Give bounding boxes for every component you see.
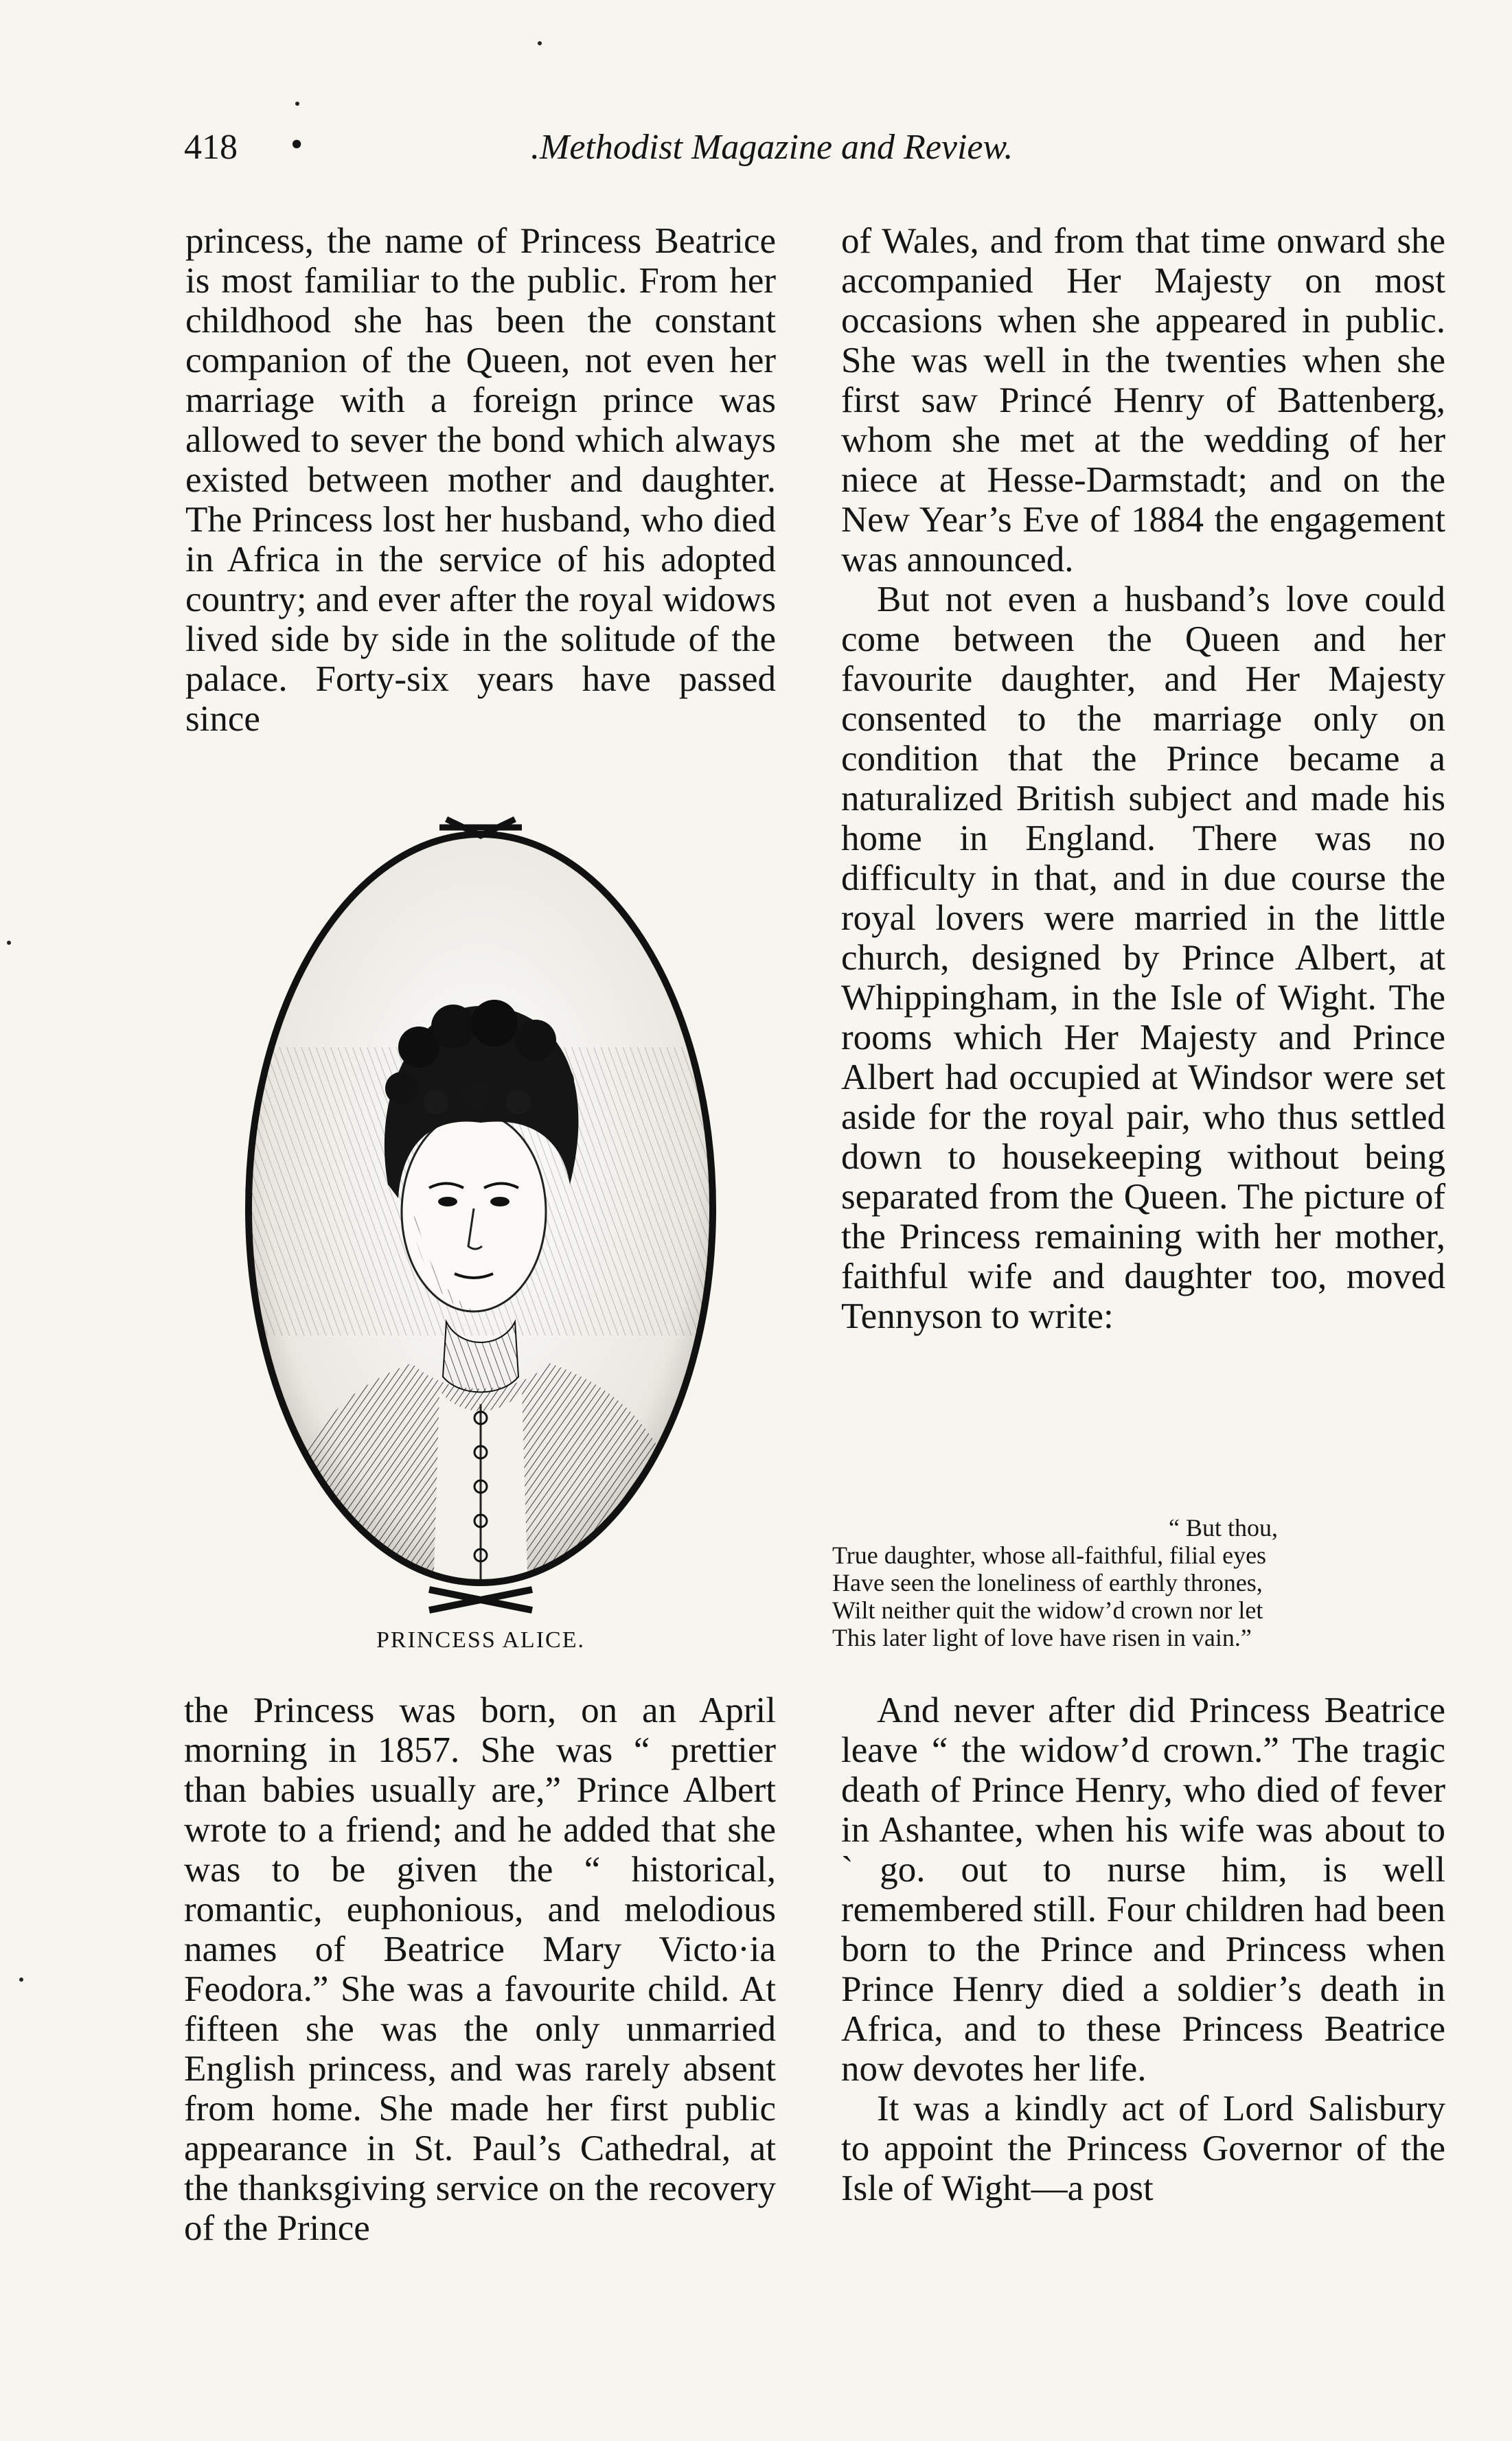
figure-caption: PRINCESS ALICE. — [376, 1627, 585, 1653]
ink-speck — [19, 1978, 23, 1982]
ink-speck — [295, 102, 299, 106]
body-paragraph: But not even a husband’s love could come between the Queen and her favourite daughter, and Her Majesty consented to the marriage only on condition that the Prince became a naturalized British subject and made his home in England. There was no difficulty in that, and in due course the royal lovers were married in the little church, designed by Prince Albert, at Whippingham, in the Isle of Wight. The rooms which Her Majesty and Prince Albert had occupied at Windsor were set aside for the royal pair, who thus settled down to housekeeping without being separated from the Queen. The picture of the Princess remaining with her mother, faithful wife and daughter too, moved Tennyson to write: — [841, 580, 1445, 1336]
running-title: .Methodist Magazine and Review. — [531, 128, 1013, 167]
princess-alice-portrait — [240, 800, 721, 1617]
left-column-bottom — [184, 1691, 776, 2248]
poem-line: “ But thou, — [1169, 1514, 1278, 1542]
poem-line: This later light of love have risen in vain.” — [832, 1624, 1252, 1651]
page-number: 418 — [184, 128, 238, 167]
body-paragraph: of Wales, and from that time onward she accompanied Her Majesty on most occasions when she appeared in public. She was well in the twenties when she first saw Princé Henry of Battenberg, whom she met at the wedding of her niece at Hesse-Darmstadt; and on the New Year’s Eve of 1884 the engagement was announced. — [841, 221, 1445, 580]
right-column-bottom — [841, 1691, 1445, 2208]
ink-speck — [7, 941, 11, 945]
poem-line: Wilt neither quit the widow’d crown nor let — [832, 1596, 1263, 1624]
ink-speck — [538, 41, 542, 45]
poem-line: True daughter, whose all-faithful, filial eyes — [832, 1542, 1267, 1569]
body-paragraph: the Princess was born, on an April morning in 1857. She was “ prettier than babies usually are,” Prince Albert wrote to a friend; and he added that she was to be given the “ historical, romantic, euphonious, and melodious names of Beatrice Mary Victo·ia Feodora.” She was a favourite child. At fifteen she was the only unmarried English princess, and was rarely absent from home. She made her first public appearance in St. Paul’s Cathedral, at the thanksgiving service on the recovery of the Prince — [184, 1691, 776, 2248]
left-column-top — [185, 221, 776, 739]
poem-line: Have seen the loneliness of earthly thrones, — [832, 1569, 1263, 1596]
page-header — [184, 127, 1145, 182]
poem-quotation — [832, 1514, 1454, 1651]
portrait-figure — [240, 800, 721, 1617]
body-paragraph: princess, the name of Princess Beatrice is most familiar to the public. From her childhood she has been the constant companion of the Queen, not even her marriage with a foreign prince was allowed to sever the bond which always existed between mother and daughter. The Princess lost her husband, who died in Africa in the service of his adopted country; and ever after the royal widows lived side by side in the solitude of the palace. Forty-six years have passed since — [185, 221, 776, 739]
body-paragraph: It was a kindly act of Lord Salisbury to appoint the Princess Governor of the Isle of Wight—a post — [841, 2089, 1445, 2208]
header-separator: • — [290, 125, 303, 164]
body-paragraph: And never after did Princess Beatrice leave “ the widow’d crown.” The tragic death of Prince Henry, who died of fever in Ashantee, when his wife was about to ˋgo. out to nurse him, is well remembered still. Four children had been born to the Prince and Princess when Prince Henry died a soldier’s death in Africa, and to these Princess Beatrice now devotes her life. — [841, 1691, 1445, 2089]
right-column-top — [841, 221, 1445, 1336]
